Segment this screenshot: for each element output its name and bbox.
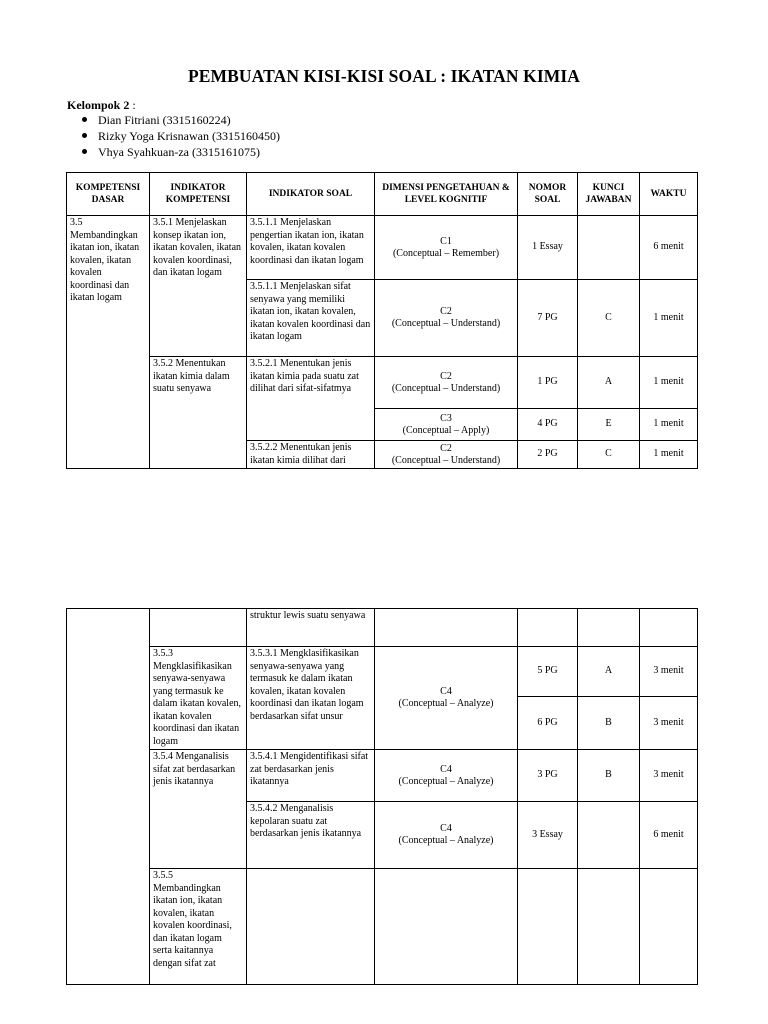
kunci-jawaban-cell: B: [578, 697, 640, 750]
header-kunci-jawaban: KUNCI JAWABAN: [578, 173, 640, 216]
indikator-kompetensi-cell: 3.5.4 Menganalisis sifat zat berdasarkan jenis ikatannya: [150, 750, 247, 869]
nomor-soal-cell: [518, 609, 578, 647]
indikator-kompetensi-cell: [150, 609, 247, 647]
dimension-text: (Conceptual – Apply): [402, 424, 490, 436]
member-list: [80, 112, 280, 160]
indikator-soal-cell: 3.5.4.1 Mengidentifikasi sifat zat berdasarkan jenis ikatannya: [247, 750, 375, 802]
kunci-jawaban-cell: A: [578, 647, 640, 697]
kunci-jawaban-cell: C: [578, 280, 640, 357]
group-label: Kelompok 2: [67, 98, 130, 112]
dimension-text: (Conceptual – Analyze): [398, 835, 494, 846]
dimension-text: (Conceptual – Analyze): [398, 698, 494, 709]
kunci-jawaban-cell: [578, 802, 640, 869]
level-text: C2: [440, 442, 452, 454]
dimensi-cell: [375, 750, 518, 802]
waktu-cell: 1 menit: [640, 280, 698, 357]
level-text: C2: [440, 370, 452, 382]
waktu-cell: [640, 609, 698, 647]
header-indikator-soal: INDIKATOR SOAL: [247, 173, 375, 216]
table-row: [67, 647, 698, 697]
waktu-cell: [640, 869, 698, 985]
nomor-soal-cell: 3 PG: [518, 750, 578, 802]
waktu-cell: 3 menit: [640, 750, 698, 802]
waktu-cell: 6 menit: [640, 216, 698, 280]
nomor-soal-cell: 6 PG: [518, 697, 578, 750]
dimensi-cell: [375, 802, 518, 869]
nomor-soal-cell: 4 PG: [518, 409, 578, 441]
indikator-kompetensi-cell: 3.5.2 Menentukan ikatan kimia dalam suatu senyawa: [150, 357, 247, 469]
dimensi-cell: [375, 869, 518, 985]
nomor-soal-cell: 7 PG: [518, 280, 578, 357]
table-row: [67, 609, 698, 647]
header-row: [67, 173, 698, 216]
kunci-jawaban-cell: [578, 609, 640, 647]
grid-table-page2: [66, 608, 698, 985]
nomor-soal-cell: 5 PG: [518, 647, 578, 697]
level-text: C4: [440, 763, 452, 775]
kunci-jawaban-cell: C: [578, 441, 640, 469]
dimensi-cell: [375, 280, 518, 357]
indikator-soal-cell: 3.5.2.1 Menentukan jenis ikatan kimia pada suatu zat dilihat dari sifat-sifatmya: [247, 357, 375, 441]
dimension-text: (Conceptual – Understand): [391, 318, 501, 329]
dimensi-cell: [375, 441, 518, 469]
nomor-soal-cell: [518, 869, 578, 985]
table-row: [67, 216, 698, 280]
table-row: [67, 750, 698, 802]
kompetensi-dasar-cell: 3.5 Membandingkan ikatan ion, ikatan kovalen, ikatan kovalen koordinasi dan ikatan logam: [67, 216, 150, 469]
level-text: C3: [440, 412, 452, 424]
table-row: [67, 357, 698, 409]
indikator-soal-cell: 3.5.1.1 Menjelaskan sifat senyawa yang memiliki ikatan ion, ikatan kovalen, ikatan kovalen koordinasi dan ikatan logam: [247, 280, 375, 357]
kunci-jawaban-cell: B: [578, 750, 640, 802]
dimension-text: (Conceptual – Understand): [391, 454, 501, 466]
group-suffix: :: [129, 98, 136, 112]
waktu-cell: 6 menit: [640, 802, 698, 869]
header-indikator-kompetensi: INDIKATOR KOMPETENSI: [150, 173, 247, 216]
indikator-kompetensi-cell: 3.5.3 Mengklasifikasikan senyawa-senyawa yang termasuk ke dalam ikatan kovalen, ikatan kovalen koordinasi dan ikatan logam: [150, 647, 247, 750]
member-item: Vhya Syahkuan-za (3315161075): [80, 144, 280, 160]
dimension-text: (Conceptual – Understand): [391, 382, 501, 394]
document-title: PEMBUATAN KISI-KISI SOAL : IKATAN KIMIA: [187, 66, 581, 86]
header-nomor-soal: NOMOR SOAL: [518, 173, 578, 216]
kunci-jawaban-cell: A: [578, 357, 640, 409]
waktu-cell: 1 menit: [640, 409, 698, 441]
header-kompetensi-dasar: KOMPETENSI DASAR: [67, 173, 150, 216]
nomor-soal-cell: 2 PG: [518, 441, 578, 469]
indikator-soal-cell: [247, 869, 375, 985]
level-text: C4: [440, 686, 452, 697]
indikator-soal-cell: struktur lewis suatu senyawa: [247, 609, 375, 647]
kompetensi-dasar-cell: [67, 609, 150, 985]
table-row: [67, 869, 698, 985]
header-dimensi: DIMENSI PENGETAHUAN & LEVEL KOGNITIF: [375, 173, 518, 216]
grid-table-page1: [66, 172, 698, 469]
dimension-text: (Conceptual – Analyze): [398, 775, 494, 787]
dimension-text: (Conceptual – Remember): [392, 247, 500, 259]
kunci-jawaban-cell: E: [578, 409, 640, 441]
indikator-soal-cell: 3.5.4.2 Menganalisis kepolaran suatu zat berdasarkan jenis ikatannya: [247, 802, 375, 869]
header-waktu: WAKTU: [640, 173, 698, 216]
indikator-kompetensi-cell: 3.5.1 Menjelaskan konsep ikatan ion, ikatan kovalen, ikatan kovalen koordinasi, dan ikatan logam: [150, 216, 247, 357]
nomor-soal-cell: 1 PG: [518, 357, 578, 409]
indikator-soal-cell: 3.5.2.2 Menentukan jenis ikatan kimia dilihat dari: [247, 441, 375, 469]
dimensi-cell: [375, 409, 518, 441]
dimensi-cell: [375, 609, 518, 647]
kunci-jawaban-cell: [578, 216, 640, 280]
member-item: Rizky Yoga Krisnawan (3315160450): [80, 128, 280, 144]
nomor-soal-cell: 3 Essay: [518, 802, 578, 869]
waktu-cell: 1 menit: [640, 441, 698, 469]
level-text: C1: [440, 235, 452, 247]
dimensi-cell: [375, 647, 518, 750]
waktu-cell: 1 menit: [640, 357, 698, 409]
dimensi-cell: [375, 357, 518, 409]
indikator-soal-cell: 3.5.1.1 Menjelaskan pengertian ikatan ion, ikatan kovalen, ikatan kovalen koordinasi dan ikatan logam: [247, 216, 375, 280]
member-item: Dian Fitriani (3315160224): [80, 112, 280, 128]
waktu-cell: 3 menit: [640, 647, 698, 697]
indikator-kompetensi-cell: 3.5.5 Membandingkan ikatan ion, ikatan kovalen, ikatan kovalen koordinasi, dan ikatan logam serta kaitannya dengan sifat zat: [150, 869, 247, 985]
dimensi-cell: [375, 216, 518, 280]
level-text: C2: [440, 306, 452, 317]
indikator-soal-cell: 3.5.3.1 Mengklasifikasikan senyawa-senyawa yang termasuk ke dalam ikatan kovalen, ikatan kovalen koordinasi dan ikatan logam berdasarkan sifat unsur: [247, 647, 375, 750]
level-text: C4: [440, 823, 452, 834]
waktu-cell: 3 menit: [640, 697, 698, 750]
kunci-jawaban-cell: [578, 869, 640, 985]
group-heading: [67, 98, 136, 112]
nomor-soal-cell: 1 Essay: [518, 216, 578, 280]
